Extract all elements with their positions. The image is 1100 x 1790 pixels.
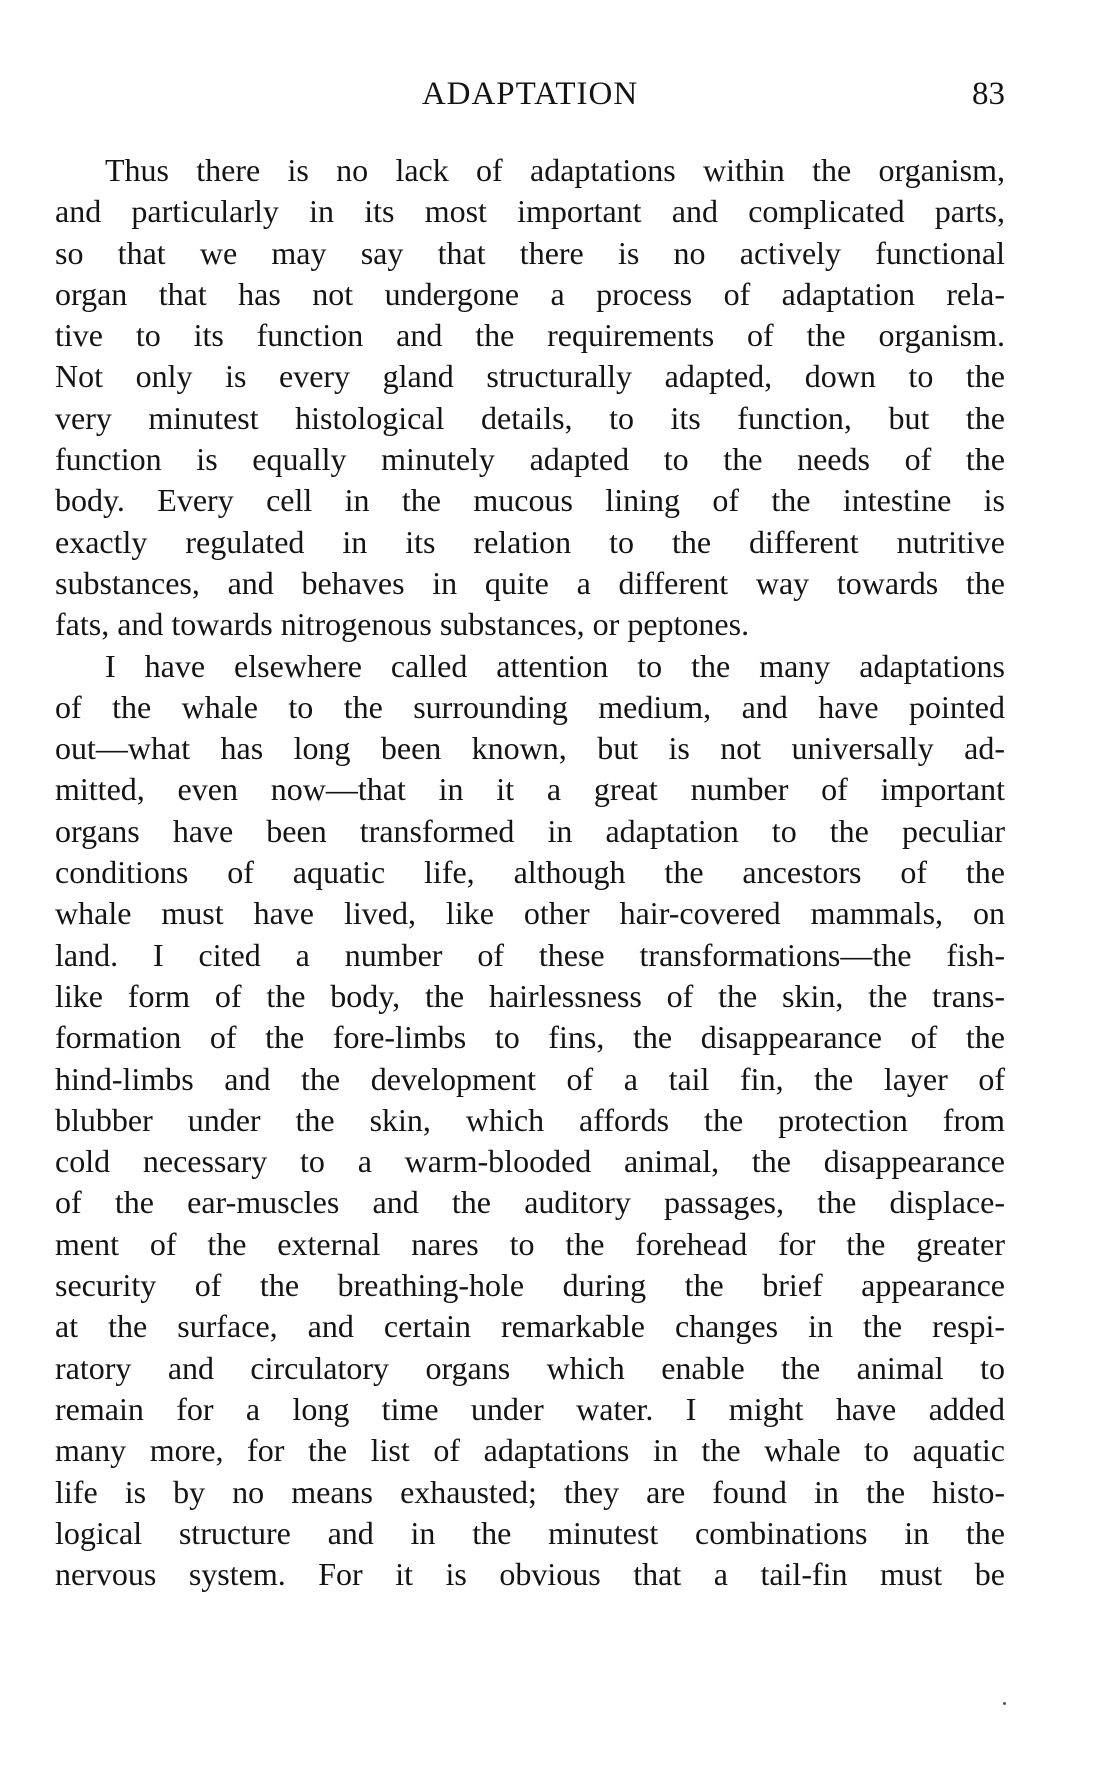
text-line: of the ear-muscles and the auditory passages, the displace- xyxy=(55,1184,1005,1221)
text-line: Not only is every gland structurally adapted, down to the xyxy=(55,358,1005,395)
text-line: nervous system. For it is obvious that a tail-fin must be xyxy=(55,1556,1005,1593)
text-line: exactly regulated in its relation to the different nutritive xyxy=(55,523,1005,560)
text-line: cold necessary to a warm-blooded animal, the disappearance xyxy=(55,1143,1005,1180)
text-line: remain for a long time under water. I might have added xyxy=(55,1390,1005,1427)
text-line: function is equally minutely adapted to the needs of the xyxy=(55,441,1005,478)
text-line: body. Every cell in the mucous lining of the intestine is xyxy=(55,482,1005,519)
scan-speck xyxy=(1003,1702,1006,1705)
text-line: very minutest histological details, to its function, but the xyxy=(55,399,1005,436)
text-line: land. I cited a number of these transformations—the fish- xyxy=(55,936,1005,973)
text-line: conditions of aquatic life, although the ancestors of the xyxy=(55,854,1005,891)
text-line: like form of the body, the hairlessness of the skin, the trans- xyxy=(55,977,1005,1014)
text-line: security of the breathing-hole during the brief appearance xyxy=(55,1267,1005,1304)
text-line: mitted, even now—that in it a great number of important xyxy=(55,771,1005,808)
text-line: I have elsewhere called attention to the many adaptations xyxy=(105,647,1005,684)
text-line: Thus there is no lack of adaptations within the organism, xyxy=(105,152,1005,188)
text-line: fats, and towards nitrogenous substances, or peptones. xyxy=(55,606,750,643)
text-line: hind-limbs and the development of a tail fin, the layer of xyxy=(55,1060,1005,1097)
text-line: organs have been transformed in adaptation to the peculiar xyxy=(55,812,1005,849)
text-line: out—what has long been known, but is not universally ad- xyxy=(55,730,1005,767)
text-line: tive to its function and the requirements of the organism. xyxy=(55,317,1005,354)
text-line: whale must have lived, like other hair-covered mammals, on xyxy=(55,895,1005,932)
running-head xyxy=(55,72,1005,116)
text-line: at the surface, and certain remarkable changes in the respi- xyxy=(55,1308,1005,1345)
text-line: so that we may say that there is no actively functional xyxy=(55,234,1005,271)
text-line: of the whale to the surrounding medium, and have pointed xyxy=(55,688,1005,725)
text-line: blubber under the skin, which affords the protection from xyxy=(55,1101,1005,1138)
text-line: and particularly in its most important and complicated parts, xyxy=(55,193,1005,230)
text-line: ment of the external nares to the forehead for the greater xyxy=(55,1225,1005,1262)
text-line: substances, and behaves in quite a different way towards the xyxy=(55,564,1005,601)
running-title: ADAPTATION xyxy=(421,76,639,112)
text-line: ratory and circulatory organs which enable the animal to xyxy=(55,1349,1005,1386)
text-line: organ that has not undergone a process of adaptation rela- xyxy=(55,275,1005,312)
text-line: many more, for the list of adaptations in the whale to aquatic xyxy=(55,1432,1005,1469)
text-line: formation of the fore-limbs to fins, the disappearance of the xyxy=(55,1019,1005,1056)
text-line: logical structure and in the minutest combinations in the xyxy=(55,1514,1005,1551)
body-text xyxy=(55,150,1005,1595)
page-number: 83 xyxy=(972,76,1005,112)
text-line: life is by no means exhausted; they are found in the histo- xyxy=(55,1473,1005,1510)
